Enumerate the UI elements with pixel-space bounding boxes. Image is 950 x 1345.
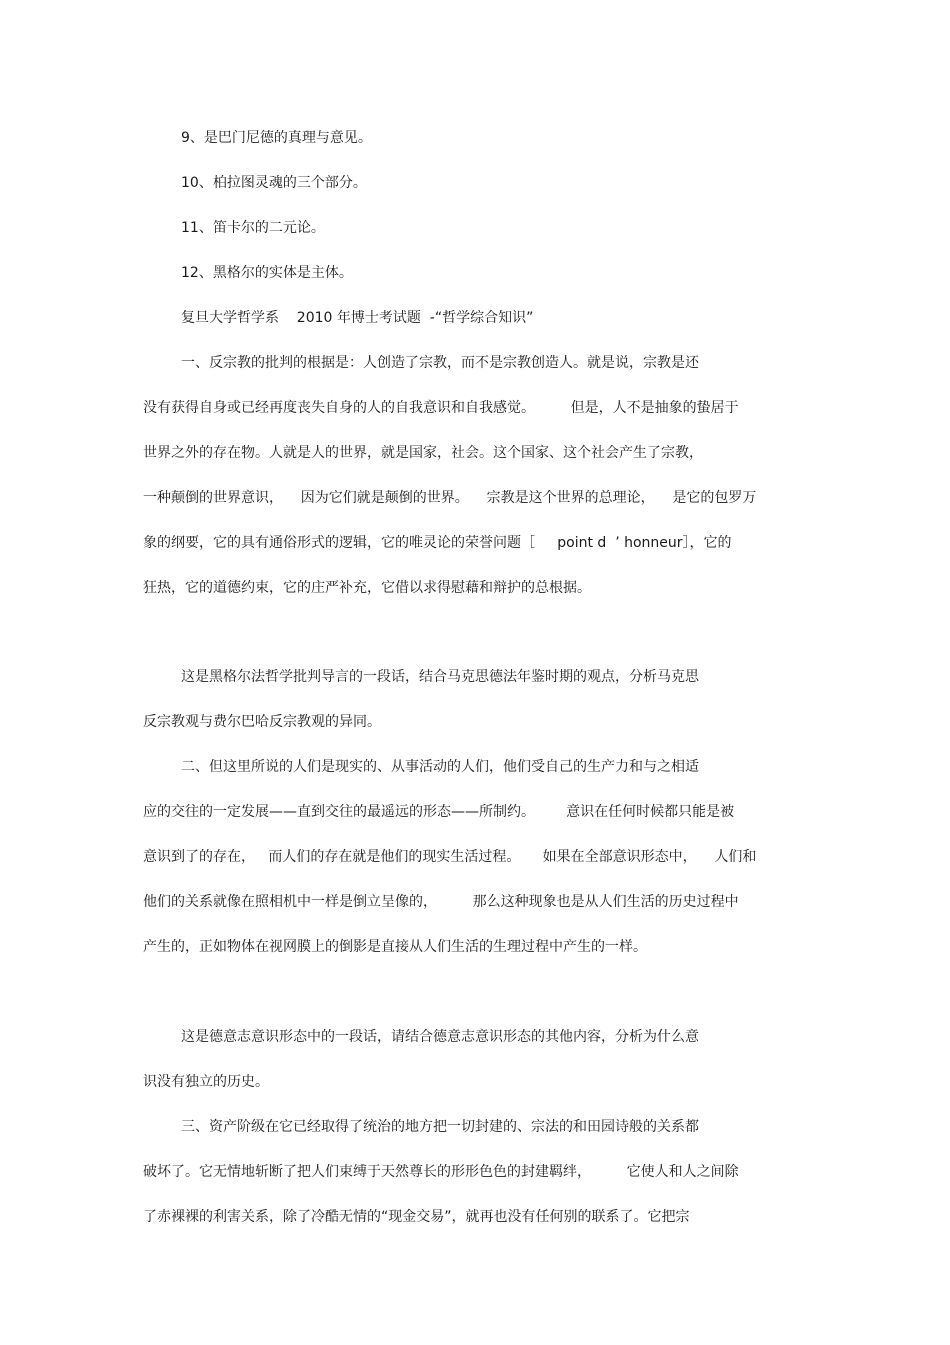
paragraph-2-line: 他们的关系就像在照相机中一样是倒立呈像的， 那么这种现象也是从人们生活的历史过程中 (143, 894, 739, 910)
question-2-line: 识没有独立的历史。 (143, 1074, 269, 1090)
paragraph-3-line: 了赤裸裸的利害关系，除了冷酷无情的“现金交易”，就再也没有任何别的联系了。它把宗 (143, 1209, 690, 1225)
list-item-11: 11、笛卡尔的二元论。 (181, 220, 325, 236)
paragraph-2-line: 应的交往的一定发展——直到交往的最遥远的形态——所制约。 意识在任何时候都只能是被 (143, 804, 735, 820)
paragraph-1-line: 世界之外的存在物。人就是人的世界，就是国家，社会。这个国家、这个社会产生了宗教， (143, 445, 703, 461)
paragraph-1-line: 一种颠倒的世界意识， 因为它们就是颠倒的世界。 宗教是这个世界的总理论， 是它的包罗万 (143, 490, 757, 506)
paragraph-2-line: 二、但这里所说的人们是现实的、从事活动的人们，他们受自己的生产力和与之相适 (181, 759, 699, 775)
question-2-line: 这是德意志意识形态中的一段话，请结合德意志意识形态的其他内容，分析为什么意 (181, 1029, 699, 1045)
list-item-9: 9、是巴门尼德的真理与意见。 (181, 130, 372, 146)
exam-heading: 复旦大学哲学系 2010 年博士考试题 -“哲学综合知识” (181, 310, 534, 326)
paragraph-3-line: 三、资产阶级在它已经取得了统治的地方把一切封建的、宗法的和田园诗般的关系都 (181, 1119, 699, 1135)
question-1-line: 反宗教观与费尔巴哈反宗教观的异同。 (143, 714, 381, 730)
paragraph-3-line: 破坏了。它无情地斩断了把人们束缚于天然尊长的形形色色的封建羁绊， 它使人和人之间除 (143, 1164, 739, 1180)
paragraph-1-line: 象的纲要，它的具有通俗形式的逻辑，它的唯灵论的荣誉问题［ point d ’ honneur］，它的 (143, 535, 732, 551)
list-item-12: 12、黑格尔的实体是主体。 (181, 265, 353, 281)
paragraph-2-line: 意识到了的存在， 而人们的存在就是他们的现实生活过程。 如果在全部意识形态中， 人们和 (143, 849, 757, 865)
question-1-line: 这是黑格尔法哲学批判导言的一段话，结合马克思德法年鉴时期的观点，分析马克思 (181, 669, 699, 685)
paragraph-1-line: 没有获得自身或已经再度丧失自身的人的自我意识和自我感觉。 但是，人不是抽象的蛰居于 (143, 400, 739, 416)
paragraph-2-line: 产生的，正如物体在视网膜上的倒影是直接从人们生活的生理过程中产生的一样。 (143, 939, 647, 955)
list-item-10: 10、柏拉图灵魂的三个部分。 (181, 175, 367, 191)
paragraph-1-line: 一、反宗教的批判的根据是：人创造了宗教，而不是宗教创造人。就是说，宗教是还 (181, 355, 699, 371)
paragraph-1-line: 狂热，它的道德约束，它的庄严补充，它借以求得慰藉和辩护的总根据。 (143, 580, 591, 596)
